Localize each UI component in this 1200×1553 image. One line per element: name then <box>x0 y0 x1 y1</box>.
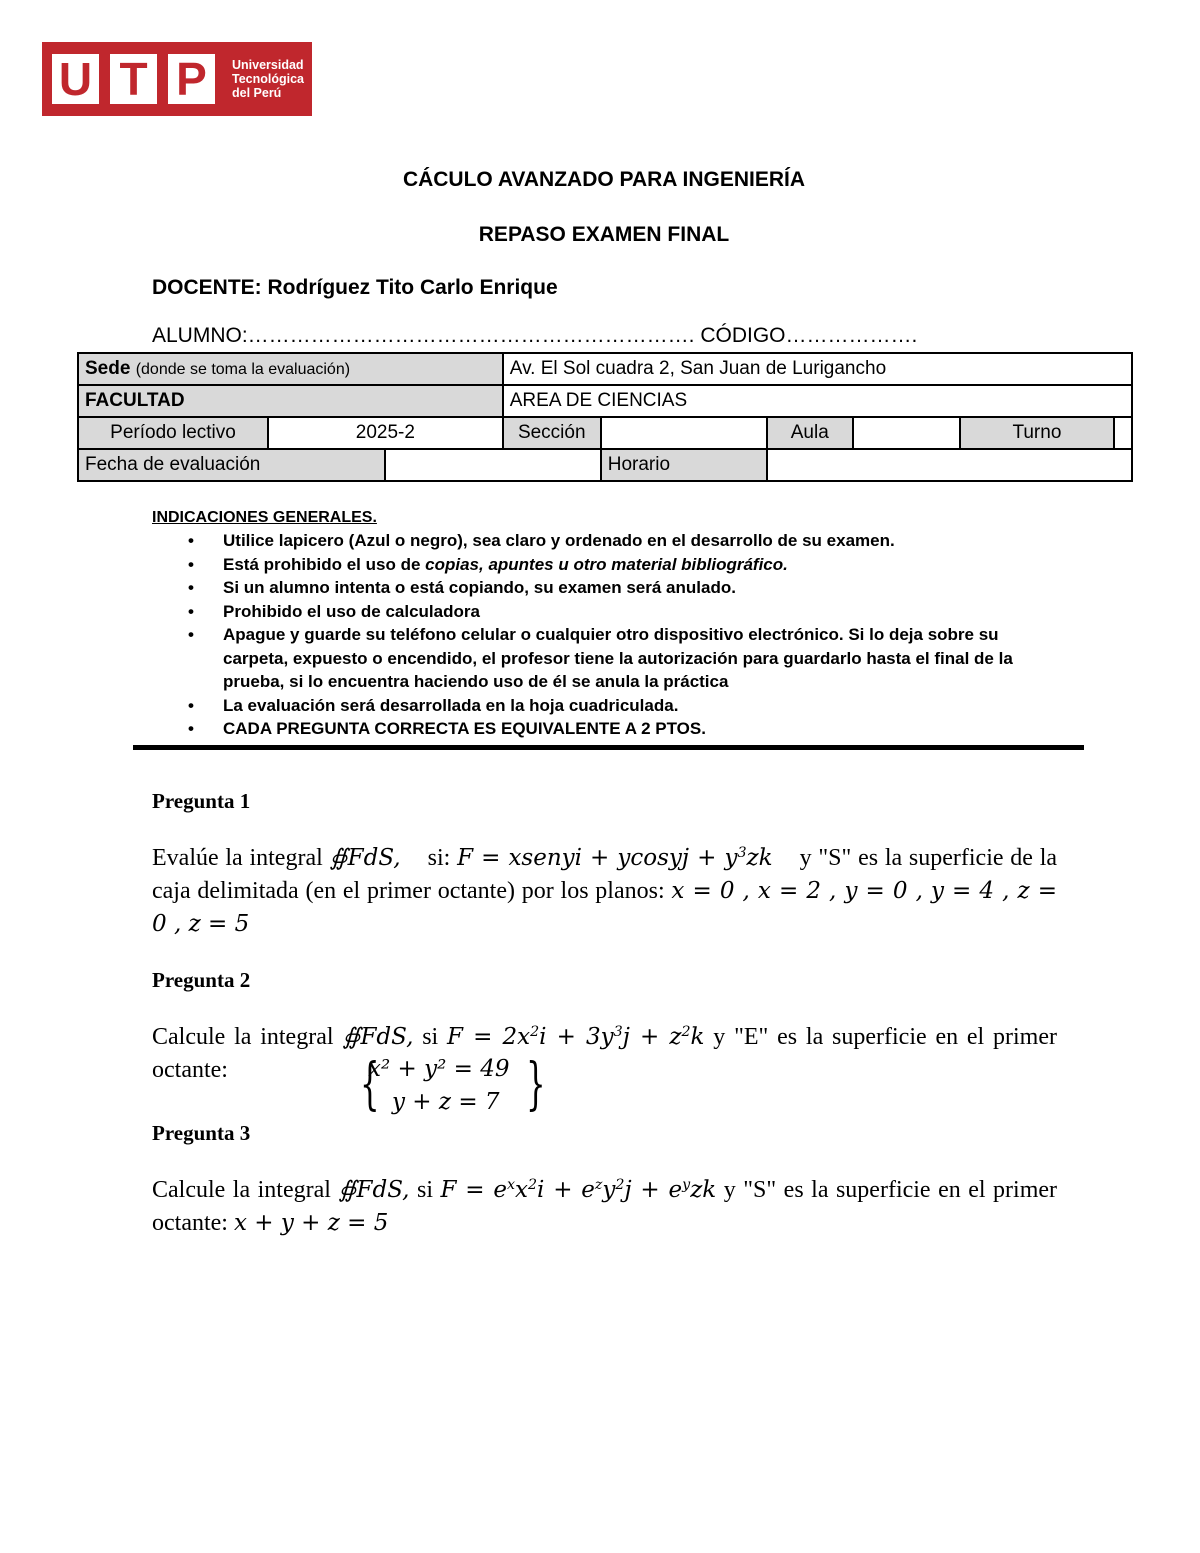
docente-label: DOCENTE: <box>152 276 262 299</box>
exam-info-table <box>77 352 1133 482</box>
question-3-text: Calcule la integral ∯FdS, si $F = e^xx^2i + e^zy^2j + e^yzk$ y "S" es la superficie en el primer octante: x + y + z = 5 <box>152 1177 1058 1236</box>
system-eq-2: y + z = 7 <box>392 1089 500 1115</box>
utp-logo <box>42 42 312 116</box>
docente-line <box>152 276 558 300</box>
indicaciones-title: INDICACIONES GENERALES. <box>152 509 377 526</box>
system-eq-1: x² + y² = 49 <box>368 1056 510 1082</box>
facultad-label-cell: FACULTAD <box>78 385 503 417</box>
indicacion-item: • La evaluación será desarrollada en la hoja cuadriculada. <box>188 694 1068 718</box>
indicaciones-list <box>188 529 1068 741</box>
question-3-plane: x + y + z = 5 <box>233 1210 389 1236</box>
question-1-title: Pregunta 1 <box>152 789 251 813</box>
question-1-text: Evalúe la integral ∯FdS, si: F = xsenyi + ycosyj + $y^3zk$ y "S" es la superficie de la caja delimitada (en el primer octante) por los planos: x = 0 , x = 2 , y = 0 , y = 4 , z = 0 , z = 5 <box>152 845 1058 937</box>
indicacion-item: • Apague y guarde su teléfono celular o cualquier otro dispositivo electrónico. Si lo deja sobre su carpeta, expuesto o encendido, el profesor tiene la autorización para guardarlo hasta el final de la prueba, si lo encuentra haciendo uso de él se anula la práctica <box>188 623 1068 694</box>
facultad-value-cell: AREA DE CIENCIAS <box>503 385 1132 417</box>
section-divider <box>133 745 1084 750</box>
fecha-value-cell <box>385 449 600 481</box>
question-1-planes: x = 0 , x = 2 , y = 0 , y = 4 , z = 0 , z = 5 <box>152 878 1057 937</box>
turno-label-cell: Turno <box>960 417 1114 449</box>
logo-letter-t: T <box>110 54 157 104</box>
sede-value-cell: Av. El Sol cuadra 2, San Juan de Lurigancho <box>503 353 1132 385</box>
question-2-system: { x² + y² = 49 y + z = 7 } <box>360 1052 546 1117</box>
sede-label-cell: Sede (donde se toma la evaluación) <box>78 353 503 385</box>
question-2-title: Pregunta 2 <box>152 968 251 992</box>
indicacion-item: • Prohibido el uso de calculadora <box>188 600 1068 624</box>
question-3-title: Pregunta 3 <box>152 1121 251 1145</box>
indicacion-item: • Utilice lapicero (Azul o negro), sea claro y ordenado en el desarrollo de su examen. <box>188 529 1068 553</box>
periodo-value-cell: 2025-2 <box>268 417 503 449</box>
logo-university-name: Universidad Tecnológica del Perú <box>232 58 305 100</box>
aula-label-cell: Aula <box>767 417 853 449</box>
periodo-label-cell: Período lectivo <box>78 417 268 449</box>
logo-letter-u: U <box>52 54 99 104</box>
horario-label-cell: Horario <box>601 449 767 481</box>
fecha-label-cell: Fecha de evaluación <box>78 449 385 481</box>
turno-value-cell <box>1114 417 1132 449</box>
horario-value-cell <box>767 449 1132 481</box>
docente-name: Rodríguez Tito Carlo Enrique <box>267 276 558 299</box>
question-2-text: Calcule la integral ∯FdS, si $F = 2x^2i + 3y^3j + z^2k$ y "E" es la superficie en el primer octante: <box>152 1024 1057 1083</box>
indicacion-item: • Está prohibido el uso de copias, apuntes u otro material bibliográfico. <box>188 553 1068 577</box>
indicacion-item: • Si un alumno intenta o está copiando, su examen será anulado. <box>188 576 1068 600</box>
aula-value-cell <box>853 417 960 449</box>
course-title: CÁCULO AVANZADO PARA INGENIERÍA <box>402 168 806 191</box>
logo-letter-p: P <box>168 54 215 104</box>
seccion-value-cell <box>601 417 767 449</box>
indicacion-item: • CADA PREGUNTA CORRECTA ES EQUIVALENTE A 2 PTOS. <box>188 717 1068 741</box>
exam-title: REPASO EXAMEN FINAL <box>478 223 730 246</box>
seccion-label-cell: Sección <box>503 417 601 449</box>
alumno-codigo-line: ALUMNO:………………………………………………………. CÓDIGO………………. <box>152 324 918 347</box>
